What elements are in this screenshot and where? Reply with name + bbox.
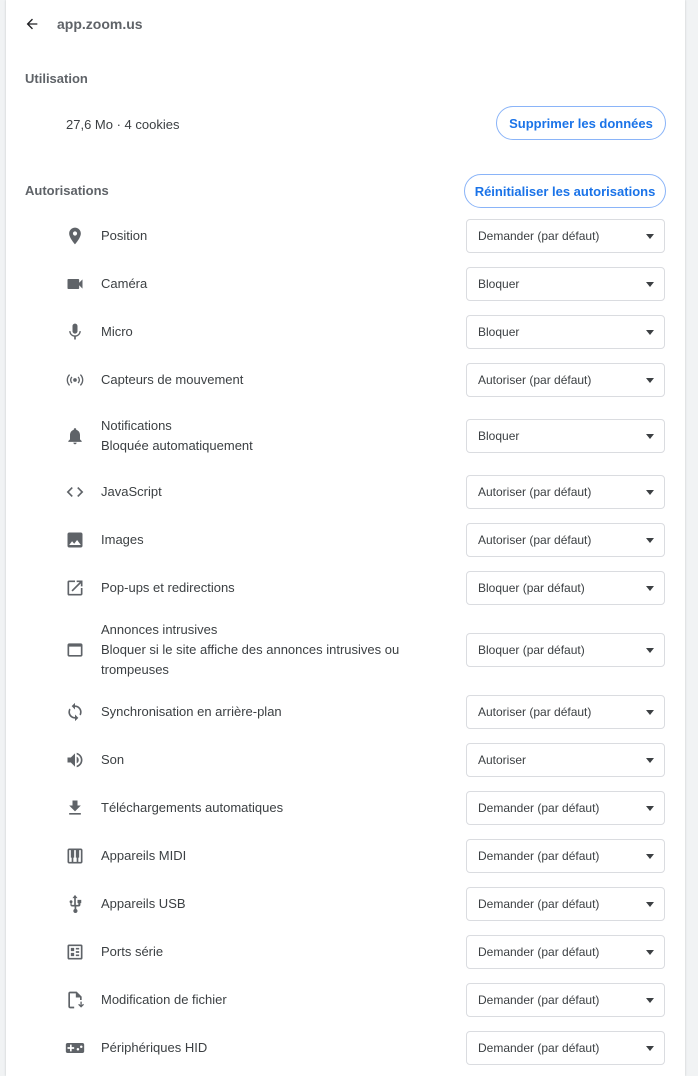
speaker-icon: [64, 749, 86, 771]
dropdown-caret-icon: [646, 434, 654, 439]
permission-select[interactable]: [466, 743, 665, 777]
permission-select-value: Bloquer (par défaut): [478, 643, 585, 657]
dropdown-caret-icon: [646, 282, 654, 287]
download-icon: [64, 797, 86, 819]
permission-select[interactable]: [466, 633, 665, 667]
usb-icon: [64, 893, 86, 915]
permission-name: Position: [101, 228, 148, 243]
permission-row: [6, 523, 685, 557]
permission-label: [101, 482, 421, 502]
site-title: app.zoom.us: [57, 16, 143, 32]
sensors-icon: [64, 369, 86, 391]
clear-data-button[interactable]: Supprimer les données: [496, 106, 666, 140]
dropdown-caret-icon: [646, 538, 654, 543]
microphone-icon: [64, 321, 86, 343]
dropdown-caret-icon: [646, 710, 654, 715]
permission-label: [101, 322, 421, 342]
reset-permissions-button[interactable]: Réinitialiser les autorisations: [464, 174, 666, 208]
permission-row: [6, 743, 685, 777]
piano-icon: [64, 845, 86, 867]
permission-label: [101, 274, 421, 294]
permission-row: [6, 419, 685, 453]
permission-label: [101, 894, 421, 914]
permission-select-value: Bloquer: [478, 325, 520, 339]
permission-label: [101, 1038, 421, 1058]
permission-label: [101, 226, 421, 246]
file-edit-icon: [64, 989, 86, 1011]
gamepad-icon: [64, 1037, 86, 1059]
permission-label: [101, 846, 421, 866]
permission-row: [6, 267, 685, 301]
permission-row: [6, 475, 685, 509]
back-button[interactable]: [20, 12, 44, 36]
permission-name: Modification de fichier: [101, 992, 227, 1007]
permission-name: Micro: [101, 324, 133, 339]
permission-row: [6, 315, 685, 349]
permission-label: [101, 750, 421, 770]
permission-label: [101, 578, 421, 598]
permission-label: [101, 370, 421, 390]
permission-select-value: Autoriser: [478, 753, 527, 767]
permission-select-value: Demander (par défaut): [478, 1041, 600, 1055]
dropdown-caret-icon: [646, 234, 654, 239]
permission-name: Notifications: [101, 418, 172, 433]
header: [6, 0, 685, 48]
permission-select[interactable]: [466, 475, 665, 509]
permission-select[interactable]: [466, 219, 665, 253]
permission-select-value: Bloquer (par défaut): [478, 581, 585, 595]
permission-select-value: Autoriser (par défaut): [478, 705, 592, 719]
permission-row: [6, 219, 685, 253]
permission-name: Caméra: [101, 276, 148, 291]
permission-name: Appareils MIDI: [101, 848, 187, 863]
permission-label: [101, 942, 421, 962]
open-external-icon: [64, 577, 86, 599]
permission-name: Appareils USB: [101, 896, 186, 911]
permission-row: [6, 791, 685, 825]
permission-select[interactable]: [466, 695, 665, 729]
dropdown-caret-icon: [646, 586, 654, 591]
permission-select[interactable]: [466, 523, 665, 557]
permission-name: Images: [101, 532, 144, 547]
dropdown-caret-icon: [646, 648, 654, 653]
permission-select[interactable]: [466, 983, 665, 1017]
permission-select-value: Autoriser (par défaut): [478, 533, 592, 547]
dropdown-caret-icon: [646, 378, 654, 383]
permission-select-value: Demander (par défaut): [478, 801, 600, 815]
location-icon: [64, 225, 86, 247]
permission-name: Synchronisation en arrière-plan: [101, 704, 282, 719]
dropdown-caret-icon: [646, 758, 654, 763]
dropdown-caret-icon: [646, 902, 654, 907]
site-settings-card: [6, 0, 685, 1076]
dropdown-caret-icon: [646, 1046, 654, 1051]
permission-select[interactable]: [466, 363, 665, 397]
permission-description: Bloquer si le site affiche des annonces intrusives ou trompeuses: [101, 642, 400, 677]
permission-name: Périphériques HID: [101, 1040, 208, 1055]
permission-select-value: Bloquer: [478, 277, 520, 291]
permission-select[interactable]: [466, 887, 665, 921]
permission-select[interactable]: [466, 839, 665, 873]
permission-name: Pop-ups et redirections: [101, 580, 235, 595]
permission-name: Son: [101, 752, 125, 767]
permission-select-value: Demander (par défaut): [478, 993, 600, 1007]
permission-select[interactable]: [466, 791, 665, 825]
permission-row: [6, 983, 685, 1017]
permission-select-value: Bloquer: [478, 429, 520, 443]
camera-icon: [64, 273, 86, 295]
permission-select[interactable]: [466, 935, 665, 969]
permission-select[interactable]: [466, 419, 665, 453]
permission-select-value: Autoriser (par défaut): [478, 485, 592, 499]
permissions-section-title: Autorisations: [25, 183, 109, 198]
permission-name: Ports série: [101, 944, 164, 959]
permission-row: [6, 887, 685, 921]
usage-section-title: Utilisation: [25, 71, 88, 86]
permission-select-value: Demander (par défaut): [478, 897, 600, 911]
permission-name: Capteurs de mouvement: [101, 372, 244, 387]
sync-icon: [64, 701, 86, 723]
dropdown-caret-icon: [646, 998, 654, 1003]
code-icon: [64, 481, 86, 503]
permission-row: [6, 622, 685, 677]
permission-row: [6, 695, 685, 729]
arrow-back-icon: [24, 16, 40, 32]
permission-name: Téléchargements automatiques: [101, 800, 284, 815]
image-icon: [64, 529, 86, 551]
permission-label: [101, 620, 421, 680]
permission-name: Annonces intrusives: [101, 622, 218, 637]
permission-select[interactable]: [466, 571, 665, 605]
dropdown-caret-icon: [646, 806, 654, 811]
permission-label: [101, 416, 421, 456]
serial-port-icon: [64, 941, 86, 963]
permission-label: [101, 798, 421, 818]
dropdown-caret-icon: [646, 950, 654, 955]
dropdown-caret-icon: [646, 854, 654, 859]
permission-row: [6, 1031, 685, 1065]
usage-summary: 27,6 Mo · 4 cookies: [66, 117, 180, 132]
permission-select[interactable]: [466, 1031, 665, 1065]
dropdown-caret-icon: [646, 490, 654, 495]
permission-select[interactable]: [466, 315, 665, 349]
permission-select-value: Demander (par défaut): [478, 945, 600, 959]
permission-description: Bloquée automatiquement: [101, 438, 253, 453]
permission-label: [101, 702, 421, 722]
ad-window-icon: [64, 639, 86, 661]
permission-select-value: Autoriser (par défaut): [478, 373, 592, 387]
bell-icon: [64, 425, 86, 447]
permission-select[interactable]: [466, 267, 665, 301]
permission-label: [101, 530, 421, 550]
permission-row: [6, 839, 685, 873]
permission-row: [6, 571, 685, 605]
permission-row: [6, 363, 685, 397]
permission-name: JavaScript: [101, 484, 162, 499]
permission-label: [101, 990, 421, 1010]
permission-select-value: Demander (par défaut): [478, 849, 600, 863]
permission-row: [6, 935, 685, 969]
permission-select-value: Demander (par défaut): [478, 229, 600, 243]
dropdown-caret-icon: [646, 330, 654, 335]
